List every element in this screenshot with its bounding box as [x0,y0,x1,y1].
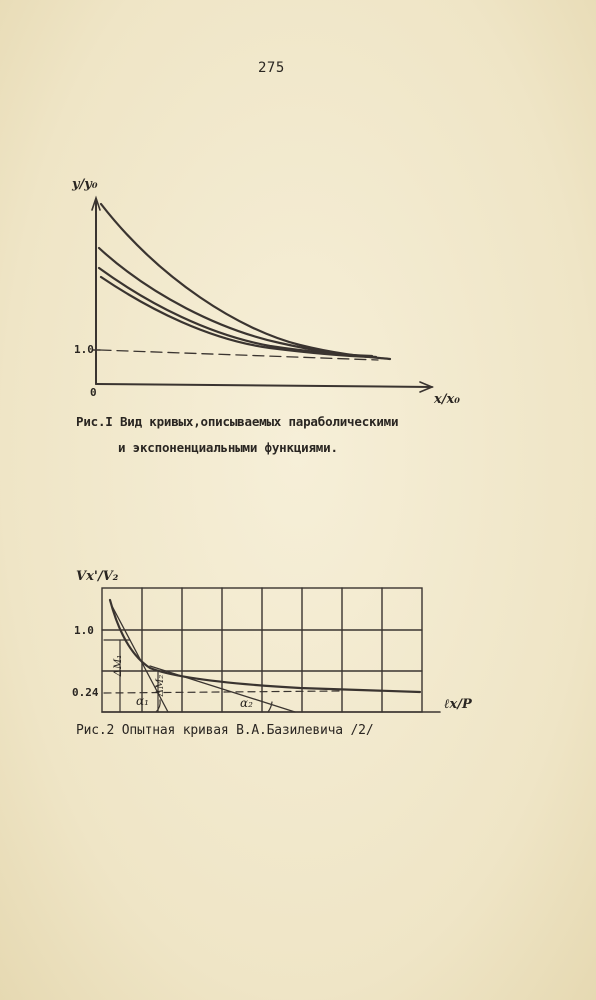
fig2-x-axis-label: ℓx/P [444,697,472,712]
fig1-x-axis [96,384,432,387]
figure-1-caption-line2: и экспоненциальными функциями. [118,440,338,455]
fig1-y-axis-label [72,178,98,191]
fig1-curve-1 [101,204,390,359]
fig2-tick-2-label: 0.24 [72,686,99,699]
figure-1-caption-line1: Рис.I Вид кривых,описываемых параболическими [76,414,399,429]
fig1-y-label-text: y/y₀ [72,177,98,192]
fig1-tick-1-label: 1.0 [74,343,94,356]
fig1-curve-4 [101,277,372,357]
fig2-alpha1-label: α₁ [136,694,149,708]
fig2-tick-1-label: 1.0 [74,624,94,637]
fig2-dm1-label: ΔM₁ [113,654,125,677]
fig2-dm2-label: ΔM₂ [155,674,167,697]
fig1-origin-label: 0 [90,386,97,399]
fig1-x-axis-label: x/x₀ [434,392,460,407]
page-number: 275 [258,60,285,76]
fig2-y-axis-label: Vx'/V₂ [76,569,119,584]
figure-2-caption: Рис.2 Опытная кривая В.А.Базилевича /2/ [76,723,374,738]
fig2-alpha2-label: α₂ [240,696,253,710]
